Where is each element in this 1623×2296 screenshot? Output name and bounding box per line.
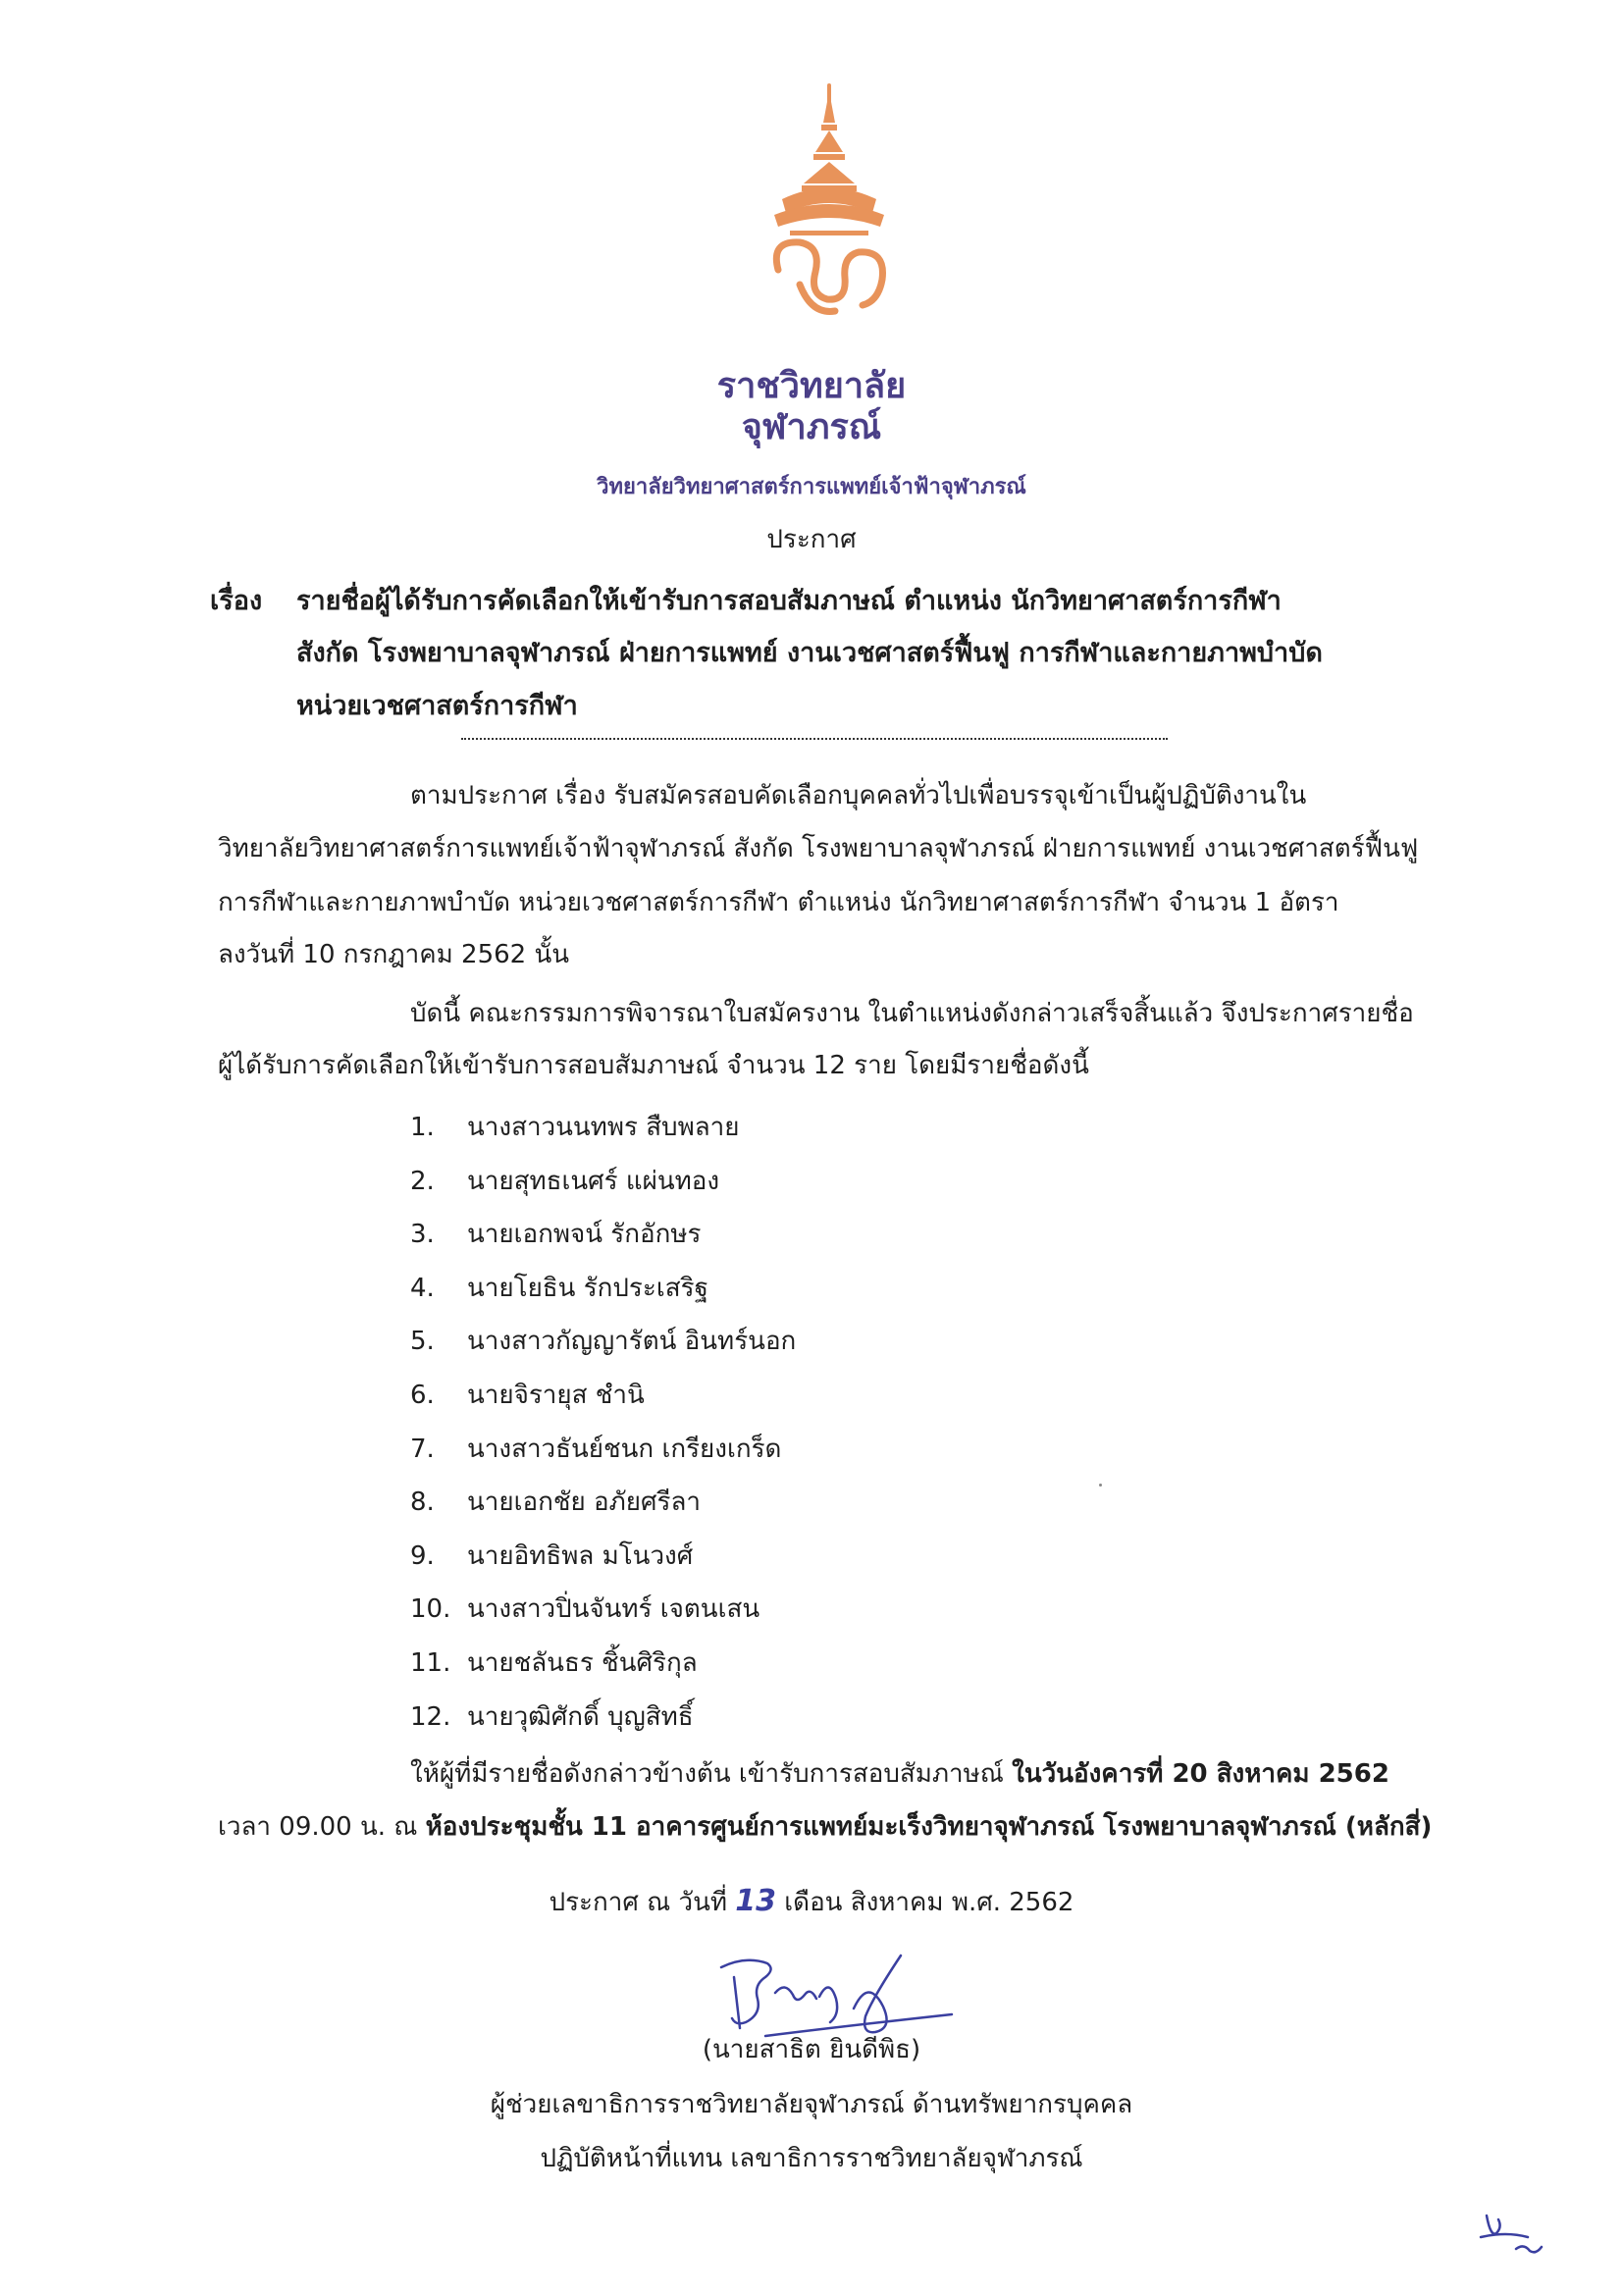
para1-line2: วิทยาลัยวิทยาศาสตร์การแพทย์เจ้าฟ้าจุฬาภรณ์ สังกัด โรงพยาบาลจุฬาภรณ์ ฝ่ายการแพทย์ งานเวชศาสตร์ฟื้นฟู xyxy=(218,834,1419,863)
announce-day-handwritten: 13 xyxy=(735,1884,777,1918)
list-number: 2. xyxy=(410,1167,435,1196)
list-number: 1. xyxy=(410,1113,435,1142)
list-item xyxy=(410,1214,701,1254)
list-number: 7. xyxy=(410,1435,435,1464)
candidate-name: นางสาวปิ่นจันทร์ เจตนเสน xyxy=(467,1594,760,1624)
faculty-name: วิทยาลัยวิทยาศาสตร์การแพทย์เจ้าฟ้าจุฬาภรณ์ xyxy=(597,475,1026,499)
para3-line2 xyxy=(218,1812,1432,1842)
signatory-title-line2: ปฏิบัติหน้าที่แทน เลขาธิการราชวิทยาลัยจุฬาภรณ์ xyxy=(540,2144,1083,2173)
para3-line1 xyxy=(410,1759,1389,1789)
list-number: 8. xyxy=(410,1487,435,1517)
list-number: 5. xyxy=(410,1327,435,1356)
college-emblem-logo xyxy=(760,83,898,324)
list-item xyxy=(410,1321,796,1361)
list-number: 11. xyxy=(410,1648,451,1678)
dotted-divider xyxy=(461,738,1168,740)
list-item xyxy=(410,1161,719,1201)
university-name-line2: จุฬาภรณ์ xyxy=(741,407,882,447)
announce-date xyxy=(0,1884,1623,1918)
signatory-name: (นายสาธิต ยินดีพิธ) xyxy=(702,2035,921,2064)
announce-date-suffix: เดือน สิงหาคม พ.ศ. 2562 xyxy=(784,1888,1074,1917)
para3-line1-text: ให้ผู้ที่มีรายชื่อดังกล่าวข้างต้น เข้ารับการสอบสัมภาษณ์ xyxy=(410,1759,1013,1789)
candidate-name: นางสาวธันย์ชนก เกรียงเกร็ด xyxy=(467,1435,782,1464)
candidate-name: นางสาวกัญญารัตน์ อินทร์นอก xyxy=(467,1327,797,1356)
list-item xyxy=(410,1268,708,1308)
candidate-name: นายเอกพจน์ รักอักษร xyxy=(467,1220,702,1249)
para2-line1: บัดนี้ คณะกรรมการพิจารณาใบสมัครงาน ในตำแหน่งดังกล่าวเสร็จสิ้นแล้ว จึงประกาศรายชื่อ xyxy=(410,999,1414,1028)
list-item xyxy=(410,1482,701,1522)
list-number: 9. xyxy=(410,1541,435,1571)
university-name-line1: ราชวิทยาลัย xyxy=(716,366,907,406)
interview-venue: ห้องประชุมชั้น 11 อาคารศูนย์การแพทย์มะเร็งวิทยาจุฬาภรณ์ โรงพยาบาลจุฬาภรณ์ (หลักสี่) xyxy=(425,1812,1433,1842)
handwritten-signature xyxy=(707,1938,971,2051)
list-number: 3. xyxy=(410,1220,435,1249)
list-number: 6. xyxy=(410,1381,435,1410)
para1-line3: การกีฬาและกายภาพบำบัด หน่วยเวชศาสตร์การกีฬา ตำแหน่ง นักวิทยาศาสตร์การกีฬา จำนวน 1 อัตรา xyxy=(218,888,1339,917)
para1-line1: ตามประกาศ เรื่อง รับสมัครสอบคัดเลือกบุคคลทั่วไปเพื่อบรรจุเข้าเป็นผู้ปฏิบัติงานใน xyxy=(410,781,1307,810)
para3-line2-text: เวลา 09.00 น. ณ xyxy=(218,1812,426,1842)
para1-line4: ลงวันที่ 10 กรกฎาคม 2562 นั้น xyxy=(218,940,570,969)
signatory-title-line1: ผู้ช่วยเลขาธิการราชวิทยาลัยจุฬาภรณ์ ด้านทรัพยากรบุคคล xyxy=(490,2090,1133,2119)
candidate-name: นางสาวนนทพร สืบพลาย xyxy=(467,1113,740,1142)
para2-line2: ผู้ได้รับการคัดเลือกให้เข้ารับการสอบสัมภาษณ์ จำนวน 12 ราย โดยมีรายชื่อดังนี้ xyxy=(218,1051,1089,1080)
list-item xyxy=(410,1589,759,1629)
subject-label: เรื่อง xyxy=(210,586,263,616)
list-number: 12. xyxy=(410,1702,451,1732)
list-number: 10. xyxy=(410,1594,451,1624)
list-item xyxy=(410,1696,694,1737)
list-item xyxy=(410,1375,645,1415)
announce-date-prefix: ประกาศ ณ วันที่ xyxy=(549,1888,728,1917)
list-item xyxy=(410,1643,698,1683)
candidate-name: นายสุทธเนศร์ แผ่นทอง xyxy=(467,1167,720,1196)
subject-line1: รายชื่อผู้ได้รับการคัดเลือกให้เข้ารับการสอบสัมภาษณ์ ตำแหน่ง นักวิทยาศาสตร์การกีฬา xyxy=(296,586,1282,616)
subject-line2: สังกัด โรงพยาบาลจุฬาภรณ์ ฝ่ายการแพทย์ งานเวชศาสตร์ฟื้นฟู การกีฬาและกายภาพบำบัด xyxy=(296,638,1323,668)
handwritten-initials xyxy=(1477,2198,1555,2257)
candidate-name: นายวุฒิศักดิ์ บุญสิทธิ์ xyxy=(467,1702,694,1732)
list-number: 4. xyxy=(410,1274,435,1303)
document-type-heading: ประกาศ xyxy=(766,525,857,554)
list-item xyxy=(410,1536,693,1576)
candidate-name: นายเอกชัย อภัยศรีลา xyxy=(467,1487,701,1517)
candidate-name: นายโยธิน รักประเสริฐ xyxy=(467,1274,708,1303)
subject-line3: หน่วยเวชศาสตร์การกีฬา xyxy=(296,691,578,721)
candidate-name: นายชลันธร ชิ้นศิริกุล xyxy=(467,1648,698,1678)
scan-speck xyxy=(1099,1484,1102,1487)
list-item xyxy=(410,1429,781,1469)
candidate-name: นายอิทธิพล มโนวงศ์ xyxy=(467,1541,694,1571)
candidate-name: นายจิรายุส ชำนิ xyxy=(467,1381,645,1410)
list-item xyxy=(410,1107,739,1147)
interview-date: ในวันอังคารที่ 20 สิงหาคม 2562 xyxy=(1012,1759,1389,1789)
